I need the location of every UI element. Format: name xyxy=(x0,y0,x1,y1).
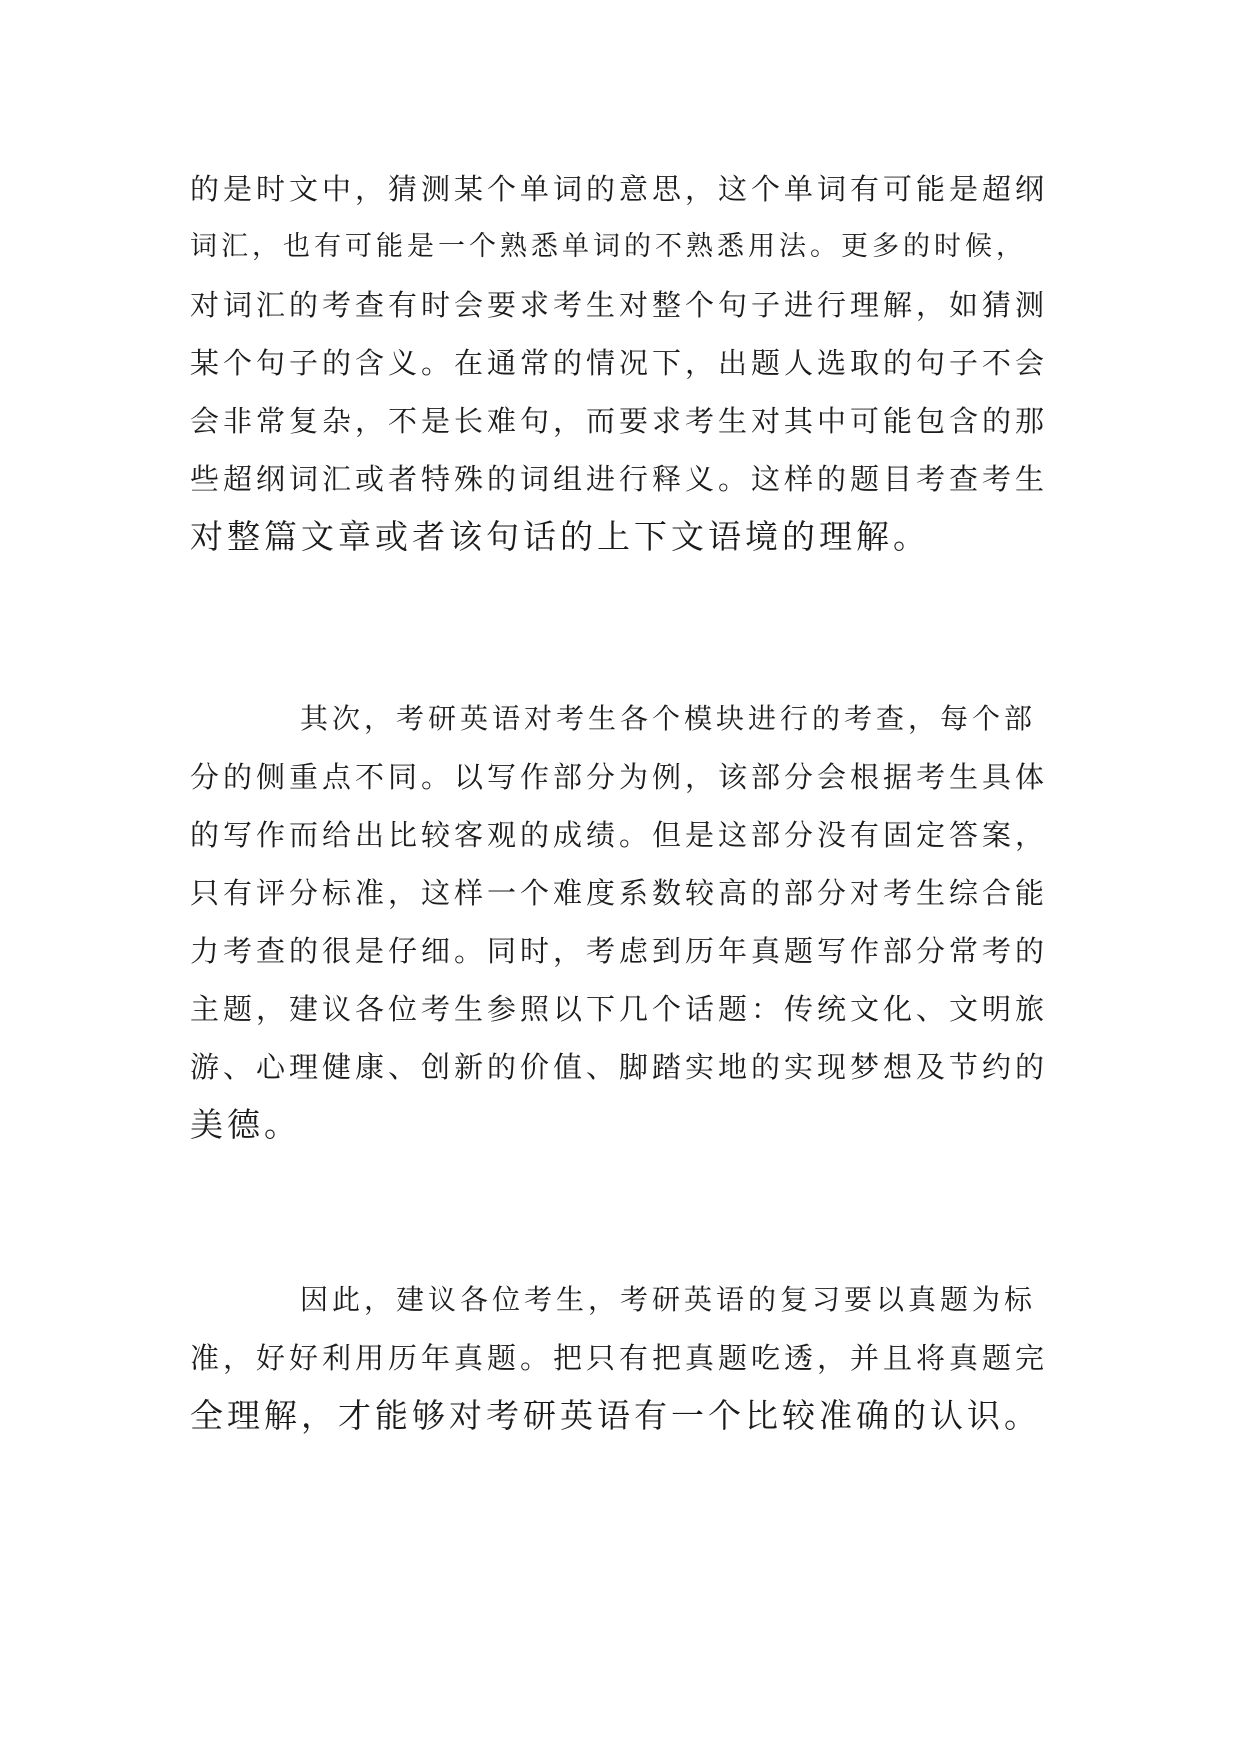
text-line: 力考查的很是仔细。同时，考虑到历年真题写作部分常考的 xyxy=(190,934,1049,968)
text-line: 全理解，才能够对考研英语有一个比较准确的认识。 xyxy=(190,1396,1041,1435)
text-line: 会非常复杂，不是长难句，而要求考生对其中可能包含的那 xyxy=(190,404,1049,438)
text-line: 些超纲词汇或者特殊的词组进行释义。这样的题目考查考生 xyxy=(190,462,1049,496)
text-line: 游、心理健康、创新的价值、脚踏实地的实现梦想及节约的 xyxy=(190,1050,1049,1084)
paragraph-1 xyxy=(190,160,1052,566)
text-line: 的是时文中，猜测某个单词的意思，这个单词有可能是超纲 xyxy=(190,172,1049,206)
text-line: 词汇，也有可能是一个熟悉单词的不熟悉用法。更多的时候， xyxy=(190,231,1027,262)
paragraph-2 xyxy=(190,690,1052,1154)
text-line: 美德。 xyxy=(190,1105,301,1144)
text-line: 分的侧重点不同。以写作部分为例，该部分会根据考生具体 xyxy=(190,760,1049,794)
text-line: 对整篇文章或者该句话的上下文语境的理解。 xyxy=(190,517,930,556)
text-line: 主题，建议各位考生参照以下几个话题：传统文化、文明旅 xyxy=(190,992,1049,1026)
text-line: 某个句子的含义。在通常的情况下，出题人选取的句子不会 xyxy=(190,346,1049,380)
text-line: 的写作而给出比较客观的成绩。但是这部分没有固定答案， xyxy=(190,818,1049,852)
text-line: 准，好好利用历年真题。把只有把真题吃透，并且将真题完 xyxy=(190,1341,1049,1375)
text-line: 对词汇的考查有时会要求考生对整个句子进行理解，如猜测 xyxy=(190,288,1049,322)
paragraph-3 xyxy=(190,1271,1052,1445)
text-line: 因此，建议各位考生，考研英语的复习要以真题为标 xyxy=(300,1283,1037,1316)
text-line: 其次，考研英语对考生各个模块进行的考查，每个部 xyxy=(300,702,1037,735)
text-line: 只有评分标准，这样一个难度系数较高的部分对考生综合能 xyxy=(190,876,1049,910)
